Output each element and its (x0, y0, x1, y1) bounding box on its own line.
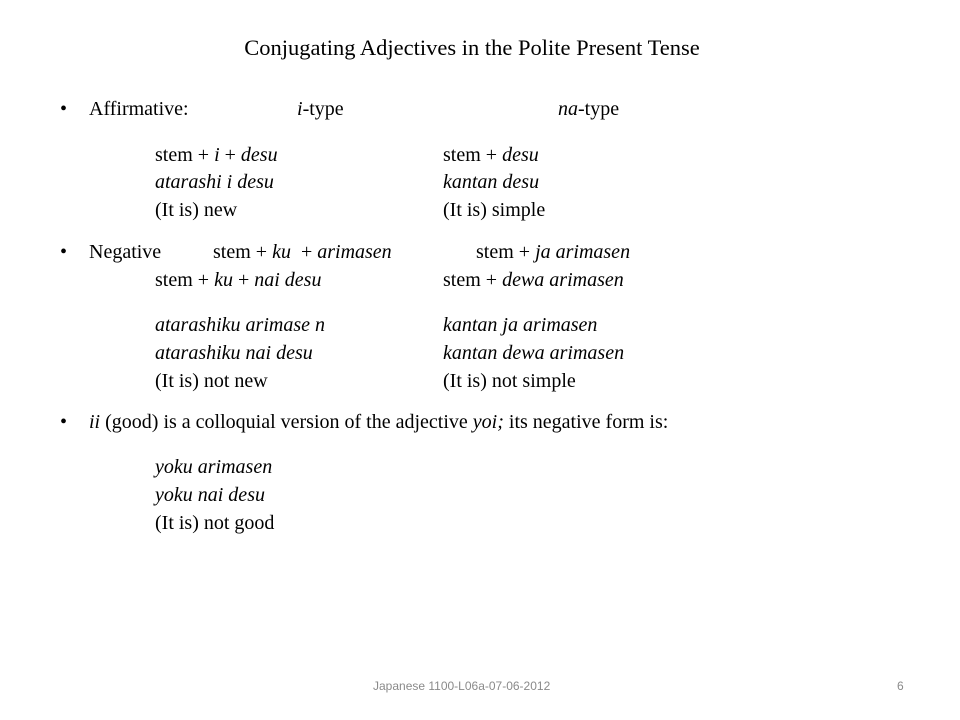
negative-na-example-2: kantan dewa arimasen (443, 342, 625, 364)
bullet-affirmative: • (60, 98, 68, 120)
negative-na-meaning: (It is) not simple (443, 370, 576, 392)
negative-label: Negative (89, 241, 162, 263)
affirmative-na-meaning: (It is) simple (443, 199, 546, 221)
i-type-heading: i-type (297, 98, 344, 120)
ii-negative-form-1: yoku arimasen (155, 456, 273, 478)
negative-i-example-2: atarashiku nai desu (155, 342, 313, 364)
affirmative-i-meaning: (It is) new (155, 199, 238, 221)
footer-page-number: 6 (897, 679, 904, 693)
affirmative-i-example: atarashi i desu (155, 171, 274, 193)
ii-negative-meaning: (It is) not good (155, 512, 275, 534)
ii-negative-form-2: yoku nai desu (155, 484, 265, 506)
affirmative-i-formula: stem + i + desu (155, 144, 278, 166)
negative-na-example-1: kantan ja arimasen (443, 314, 598, 336)
negative-i-example-1: atarashiku arimase n (155, 314, 325, 336)
negative-i-meaning: (It is) not new (155, 370, 268, 392)
negative-i-formula-2: stem + ku + nai desu (155, 269, 322, 291)
na-type-heading: na-type (558, 98, 620, 120)
affirmative-na-formula: stem + desu (443, 144, 539, 166)
slide-title: Conjugating Adjectives in the Polite Present Tense (244, 35, 700, 60)
negative-i-formula-1: stem + ku + arimasen (213, 241, 392, 263)
bullet-ii-note: • (60, 411, 68, 433)
ii-note-sentence: ii (good) is a colloquial version of the adjective yoi; its negative form is: (89, 411, 669, 433)
affirmative-na-example: kantan desu (443, 171, 540, 193)
negative-na-formula-2: stem + dewa arimasen (443, 269, 624, 291)
bullet-negative: • (60, 241, 68, 263)
affirmative-label: Affirmative: (89, 98, 189, 120)
negative-na-formula-1: stem + ja arimasen (476, 241, 631, 263)
footer-course-label: Japanese 1100-L06a-07-06-2012 (373, 679, 551, 693)
